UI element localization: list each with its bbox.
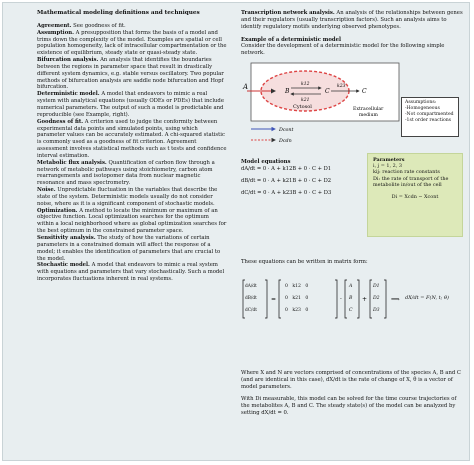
transcription-entry: Transcription network analysis. An analysis of the relationships between genes and their regulators (usually transcription factors). Such an analysis aims to identify regulatory motifs underlying observed phenotypes.: [241, 10, 463, 30]
matrix-result: dX/dt = F(N, t; θ): [405, 294, 449, 301]
definition-entry: Deterministic model. A model that endeavors to mimic a real system with analytical equations (usually ODEs or PDEs) that include numerical parameters. The output of such a model is predictable and reproducible (see Example, right).: [37, 91, 224, 118]
dcont-label: Dcont: [279, 128, 294, 134]
definition-entry: Optimization. A method to locate the minimum or maximum of an objective function. Local optimization searches for the optimum within a local neighborhood where as global optimization searches for the best optimum in the constrained parameter space.: [37, 207, 227, 235]
matrix-intro: These equations can be written in matrix form:: [241, 259, 368, 266]
model-equations-section: [241, 159, 463, 251]
matrix-lhs: dA/dt: [245, 283, 257, 289]
node-c-label: C: [325, 88, 330, 96]
definition-entry: Stochastic model. A model that endeavors to mimic a real system with equations and parameters that vary stochastically. Such a model incorporates fluctuations inherent in real systems.: [37, 262, 225, 283]
steady-state-explanation: With Di measurable, this model can be solved for the time course trajectories of the metabolites A, B and C. The steady state(s) of the model can be analyzed by setting dX/dt = 0.: [241, 396, 457, 417]
example-title: Example of a deterministic model: [241, 36, 341, 43]
svg-text:·: ·: [340, 295, 342, 303]
definitions-list: [37, 23, 227, 283]
definition-entry: Metabolic flux analysis. Quantification of carbon flow through a network of metabolic pathways using stoichiometry, carbon atom rearrangements and isotopomer data from nuclear magnetic resonance and mass spectrometry.: [37, 159, 215, 187]
definitions-title: Mathematical modeling definitions and techniques: [37, 10, 200, 16]
svg-text:⟹: ⟹: [391, 295, 400, 303]
definitions-column: [37, 10, 227, 283]
node-a-label: A: [243, 83, 249, 92]
matrix-equation: = · + ⟹ dA/dt dB/dt dC/dt 0 k12 0 0 k21 0 0 k23 0 A B C D1 D2 D3 dX/dt = F(N, t; θ): [241, 278, 463, 318]
model-equations-title: Model equations: [241, 159, 291, 166]
node-c2-label: C: [362, 88, 367, 96]
k23-label: k23: [337, 84, 346, 90]
definition-entry: Goodness of fit. A criterion used to judge the conformity between experimental data points and simulated points, using which parameter values can be accurately estimated. A chi-squared statistic is commonly used as a goodness of fit criterion. Agreement assessment involves statistical methods such as t tests and confidence interval estimation.: [37, 118, 227, 159]
k21-label: k21: [301, 98, 310, 104]
definition-entry: Sensitivity analysis. The study of how the variations of certain parameters in a constrained domain will affect the response of a model; it enables the identification of parameters that are crucial to the model.: [37, 235, 221, 262]
node-b-label: B: [285, 88, 290, 96]
parameters-box: Parameters i, j = 1, 2, 3 kij: reaction rate constants Di: the rate of transport of the metabolite in/out of the cell Di = Xcdn − Xcont: [367, 153, 463, 237]
document-page: [2, 2, 470, 461]
assumptions-box: Assumptions: -Homogeneous -Not compartmented -1st order reactions: [401, 97, 459, 137]
dcdn-label: Dcdn: [279, 139, 292, 145]
vectors-explanation: Where X and N are vectors comprised of concentrations of the species A, B and C (and are identical in this case), dX/dt is the rate of change of X, θ is a vector of model parameters.: [241, 369, 461, 390]
definition-entry: Bifurcation analysis. An analysis that identifies the boundaries between the regions in parameter space that result in drastically different system dynamics, e.g. stable versus oscillatory. Two popular methods of bifurcation analysis are saddle node bifurcation and Hopf bifurcation.: [37, 57, 224, 91]
definition-entry: Agreement. See goodness of fit.: [37, 22, 126, 29]
svg-text:=: =: [271, 295, 277, 303]
example-intro: Consider the development of a deterministic model for the following simple network.: [241, 43, 445, 57]
definition-entry: Assumption. A presupposition that forms the basis of a model and trims down the complexity of the model. Examples are spatial or cell population homogeneity, lack of intracellular compartmentation or the existence of equilibrium, steady state or quasi-steady state.: [37, 29, 227, 57]
example-column: [241, 10, 463, 417]
equation-3: dC/dt = 0 · A + k23B + 0 · C + D3: [241, 189, 332, 196]
definition-entry: Noise. Unpredictable fluctuation in the variables that describe the state of the system. Deterministic models usually do not consider noise, where as it is a significant component of stochastic models.: [37, 187, 218, 207]
equation-1: dA/dt = 0 · A + k12B + 0 · C + D1: [241, 165, 332, 172]
equation-2: dB/dt = 0 · A + k21B + 0 · C + D2: [241, 177, 332, 184]
cytosol-label: Cytosol: [293, 104, 312, 111]
svg-text:+: +: [362, 295, 368, 303]
extracellular-label: Extracellular: [353, 107, 384, 113]
k12-label: k12: [301, 82, 310, 88]
network-diagram: [241, 61, 463, 159]
medium-label: medium: [359, 113, 378, 119]
